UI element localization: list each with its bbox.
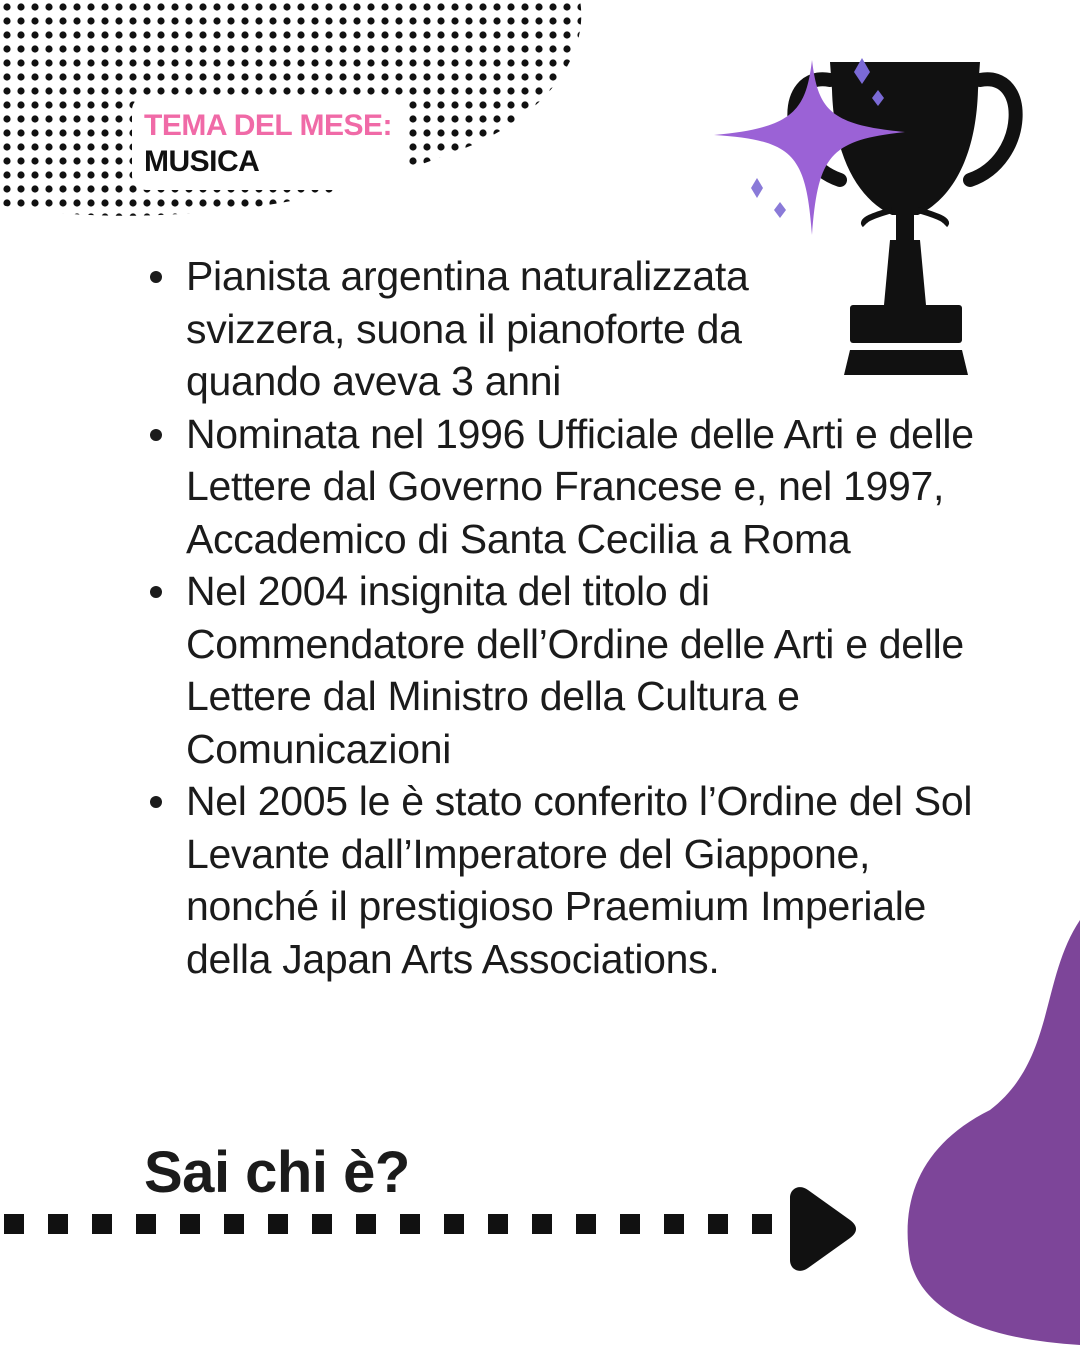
list-item: [146, 565, 976, 775]
list-item: [146, 775, 976, 985]
theme-value: MUSICA: [144, 145, 260, 178]
fact-text: Nel 2005 le è stato conferito l’Ordine del Sol Levante dall’Imperatore del Giappone, nonché il prestigioso Praemium Imperiale della Japan Arts Associations.: [186, 778, 973, 982]
list-item: [146, 408, 976, 566]
fact-text: Nel 2004 insignita del titolo di Commendatore dell’Ordine delle Arti e delle Lettere dal Ministro della Cultura e Comunicazioni: [186, 568, 964, 772]
fact-text: Pianista argentina naturalizzata svizzera, suona il pianoforte da quando aveva 3 anni: [186, 253, 749, 404]
bullet: [150, 796, 162, 808]
list-item: [146, 250, 826, 408]
fact-text: Nominata nel 1996 Ufficiale delle Arti e delle Lettere dal Governo Francese e, nel 1997, Accademico di Santa Cecilia a Roma: [186, 410, 974, 562]
bullet: [150, 429, 162, 441]
theme-tag: [132, 96, 408, 190]
next-arrow-icon[interactable]: [0, 1180, 880, 1280]
bullet: [150, 586, 162, 598]
question-heading: Sai chi è?: [144, 1140, 410, 1205]
bullet: [150, 271, 162, 283]
theme-label: TEMA DEL MESE:: [144, 109, 393, 142]
facts-list: [146, 250, 976, 985]
